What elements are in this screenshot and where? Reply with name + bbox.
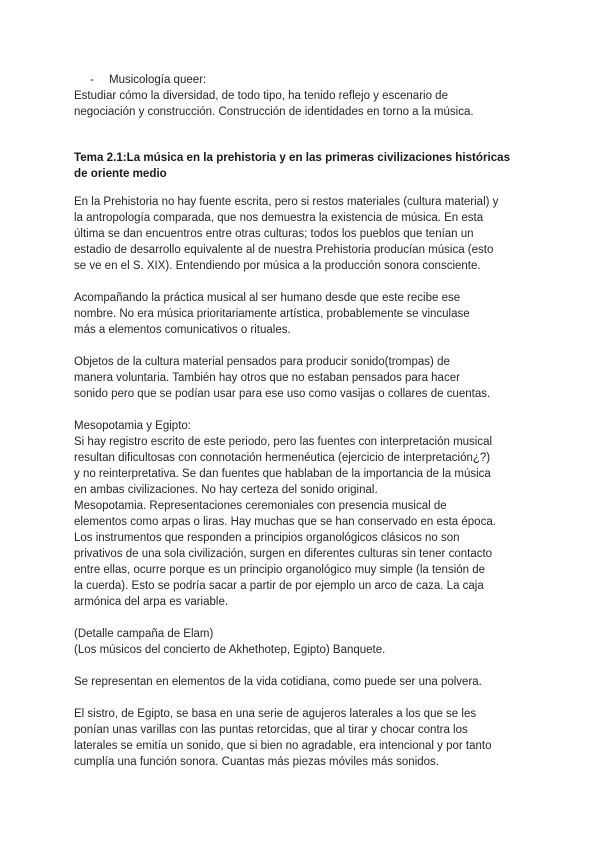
text-line: elementos como arpas o liras. Hay muchas que se han conservado en esta época. <box>74 516 496 528</box>
bullet-item-musicologia-queer <box>90 72 206 88</box>
text-line: El sistro, de Egipto, se basa en una serie de agujeros laterales a los que se les <box>74 708 477 720</box>
text-line: Objetos de la cultura material pensados para producir sonido(trompas) de <box>74 356 450 368</box>
text-line: estadio de desarrollo equivalente al de nuestra Prehistoria producían música (esto <box>74 244 494 256</box>
text-line: Los instrumentos que responden a principios organológicos clásicos no son <box>74 532 460 544</box>
paragraph-sistro <box>74 706 574 770</box>
text-line: y no reinterpretativa. Se dan fuentes que hablaban de la importancia de la música <box>74 468 491 480</box>
text-line: negociación y construcción. Construcción de identidades en torno a la música. <box>74 106 474 118</box>
heading-line: Tema 2.1:La música en la prehistoria y en las primeras civilizaciones históricas <box>74 151 511 164</box>
text-line: privativos de una sola civilización, surgen en diferentes culturas sin tener contacto <box>74 548 493 560</box>
paragraph-practica-musical <box>74 290 574 338</box>
text-line: la cuerda). Esto se podría sacar a partir de por ejemplo un arco de caza. La caja <box>74 580 484 592</box>
heading-line: de oriente medio <box>74 167 167 180</box>
text-line: sonido pero que se podían usar para ese uso como vasijas o collares de cuentas. <box>74 388 491 400</box>
text-line: nombre. No era música prioritariamente artística, probablemente se vinculase <box>74 308 470 320</box>
paragraph-detalle <box>74 626 574 658</box>
paragraph-prehistoria <box>74 194 574 274</box>
text-line: Estudiar cómo la diversidad, de todo tipo, ha tenido reflejo y escenario de <box>74 90 448 102</box>
paragraph-representaciones <box>74 674 574 690</box>
text-line: en ambas civilizaciones. No hay certeza del sonido original. <box>74 484 378 496</box>
paragraph-intro <box>74 88 574 120</box>
text-line: laterales se emitía un sonido, que si bien no agradable, era intencional y por tanto <box>74 740 492 752</box>
text-line: Se representan en elementos de la vida cotidiana, como puede ser una polvera. <box>74 676 482 688</box>
text-line: ponían unas varillas con las puntas retorcidas, que al tirar y chocar contra los <box>74 724 468 736</box>
text-line: entre ellas, ocurre porque es un principio organológico muy simple (la tensión de <box>74 564 486 576</box>
bullet-marker: - <box>90 74 94 86</box>
text-line: armónica del arpa es variable. <box>74 596 229 608</box>
text-line: última se dan encuentros entre otras culturas; todos los pueblos que tenían un <box>74 228 474 240</box>
text-line: Si hay registro escrito de este periodo, pero las fuentes con interpretación musical <box>74 436 493 448</box>
section-heading <box>74 150 574 182</box>
text-line: (Detalle campaña de Elam) <box>74 628 214 640</box>
text-line: se ve en el S. XIX). Entendiendo por música a la producción sonora consciente. <box>74 260 481 272</box>
text-line: resultan dificultosas con connotación hermenéutica (ejercicio de interpretación¿?) <box>74 452 491 464</box>
text-line: más a elementos comunicativos o rituales. <box>74 324 291 336</box>
text-line: cumplía una función sonora. Cuantas más piezas móviles más sonidos. <box>74 756 439 768</box>
bullet-text: Musicología queer: <box>109 74 207 86</box>
text-line: Acompañando la práctica musical al ser humano desde que este recibe ese <box>74 292 461 304</box>
subheading-line: Mesopotamia y Egipto: <box>74 420 191 432</box>
text-line: Mesopotamia. Representaciones ceremoniales con presencia musical de <box>74 500 447 512</box>
paragraph-objetos <box>74 354 574 402</box>
text-line: manera voluntaria. También hay otros que no estaban pensados para hacer <box>74 372 460 384</box>
paragraph-mesopotamia-egipto <box>74 418 574 610</box>
text-line: la antropología comparada, que nos demuestra la existencia de música. En esta <box>74 212 484 224</box>
text-line: (Los músicos del concierto de Akhethotep, Egipto) Banquete. <box>74 644 386 656</box>
text-line: En la Prehistoria no hay fuente escrita, pero si restos materiales (cultura material) y <box>74 196 499 208</box>
